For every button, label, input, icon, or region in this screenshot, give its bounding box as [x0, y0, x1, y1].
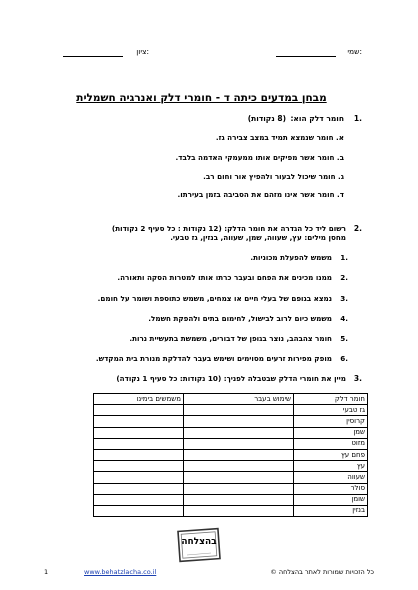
q2-item-number: .2 [340, 273, 348, 282]
past-cell[interactable] [184, 416, 294, 427]
q2-item-number: .3 [340, 294, 348, 303]
name-field[interactable] [276, 56, 336, 57]
past-cell[interactable] [184, 472, 294, 483]
table-row [94, 416, 368, 427]
table-row [94, 483, 368, 494]
q1-option-c[interactable]: ג. חומר שיכול לבעור ולהפיץ אור וחום רב. [203, 172, 344, 181]
past-cell[interactable] [184, 438, 294, 449]
column-header-today: משמשים בימינו [94, 394, 184, 405]
fuel-name-cell: בנזין [294, 505, 368, 516]
fuel-name-cell: קרוסין [294, 416, 368, 427]
column-header-past: שימוש בעבר [184, 394, 294, 405]
grade-label: :ציון [136, 47, 149, 56]
q2-item-text: ממנו מכינים את הפחם ובעבר כרתו אותו למטרות הסקה ותאורה. [117, 273, 332, 282]
fuel-name-cell: שמן [294, 427, 368, 438]
q1-option-d[interactable]: ד. חומר אשר אינו מזהם את הסביבה בזמן בעירתו. [177, 190, 344, 199]
fuel-name-cell: עץ [294, 461, 368, 472]
past-cell[interactable] [184, 494, 294, 505]
q2-item-number: .1 [340, 253, 348, 262]
fuel-name-cell: גז טבעי [294, 405, 368, 416]
past-cell[interactable] [184, 483, 294, 494]
today-cell[interactable] [94, 416, 184, 427]
past-cell[interactable] [184, 427, 294, 438]
q2-item-text: חומר צהבהב, נוצר בגופן של דבורים, משמשת בתעשיית נרות. [129, 334, 332, 343]
q2-item-number: .4 [340, 314, 348, 323]
logo-text: בהצלחה [181, 537, 217, 547]
q3-prompt: מיין את חומרי הדלק שבטבלה לפניך: (10 נקודות: כל סעיף 1 נקודה) [116, 374, 346, 383]
table-row [94, 438, 368, 449]
q1-points: (8 נקודות) [247, 114, 286, 123]
fuel-name-cell: שעווה [294, 472, 368, 483]
today-cell[interactable] [94, 405, 184, 416]
fuel-name-cell: שומן [294, 494, 368, 505]
table-row [94, 494, 368, 505]
table-row [94, 427, 368, 438]
q2-item-text: משמש כיום לרוב לבישול, לחימום בתים ולהפקת חשמל. [148, 314, 332, 323]
fuel-name-cell: מזוט [294, 438, 368, 449]
today-cell[interactable] [94, 494, 184, 505]
table-row [94, 505, 368, 516]
table-row [94, 461, 368, 472]
table-row [94, 472, 368, 483]
q1-number: .1 [353, 114, 362, 123]
fuel-name-cell: פחם עץ [294, 449, 368, 460]
today-cell[interactable] [94, 505, 184, 516]
today-cell[interactable] [94, 483, 184, 494]
today-cell[interactable] [94, 461, 184, 472]
name-label: :שמי [347, 47, 362, 56]
q3-number: .3 [353, 374, 362, 383]
table-header-row [94, 394, 368, 405]
table-row [94, 405, 368, 416]
q2-item-text: מופק מפירות זרעים מסוימים ושימש בעבר להדלקת מנורת בית המקדש. [95, 354, 332, 363]
q2-word-bank: מחסן מילים: עץ, שעווה, שמן, שעווה, בנזין, גז טבעי. [170, 233, 346, 242]
today-cell[interactable] [94, 427, 184, 438]
q2-item-text: נמצא בגופם של בעלי חיים או צמחים, משמש כתוספת ושומר על חומם. [97, 294, 332, 303]
grade-field[interactable] [63, 56, 123, 57]
column-header-fuel: חומר דלק [294, 394, 368, 405]
q1-option-b[interactable]: ב. חומר אשר מפיקים אותו ממעמקי האדמה בלבד. [175, 153, 344, 162]
past-cell[interactable] [184, 405, 294, 416]
fuel-name-cell: סולר [294, 483, 368, 494]
page-number: 1 [44, 568, 49, 576]
q2-number: .2 [353, 224, 362, 233]
q2-prompt: רשום ליד כל הגדרה את חומר הדלק: (12 נקודות : כל סעיף 2 נקודות) [111, 224, 346, 233]
behatzlacha-logo [173, 527, 225, 565]
site-link[interactable]: www.behatzlacha.co.il [84, 568, 157, 576]
table-row [94, 449, 368, 460]
today-cell[interactable] [94, 449, 184, 460]
copyright-text: כל הזכויות שמורות לאתר בהצלחה © [270, 568, 374, 576]
q2-item-number: .6 [340, 354, 348, 363]
q1-prompt: חומר דלק הוא: [290, 114, 344, 123]
past-cell[interactable] [184, 461, 294, 472]
fuel-classification-table [93, 393, 368, 517]
q2-item-number: .5 [340, 334, 348, 343]
past-cell[interactable] [184, 505, 294, 516]
q2-item-text: משמש להפעלת מכוניות. [250, 253, 332, 262]
page-title: מבחן במדעים כיתה ד - חומרי דלק ואנרגיה חשמלית [76, 92, 327, 104]
past-cell[interactable] [184, 449, 294, 460]
q1-option-a[interactable]: א. חומר שנמצא תמיד במצב צבירה גז. [215, 133, 344, 142]
today-cell[interactable] [94, 438, 184, 449]
today-cell[interactable] [94, 472, 184, 483]
